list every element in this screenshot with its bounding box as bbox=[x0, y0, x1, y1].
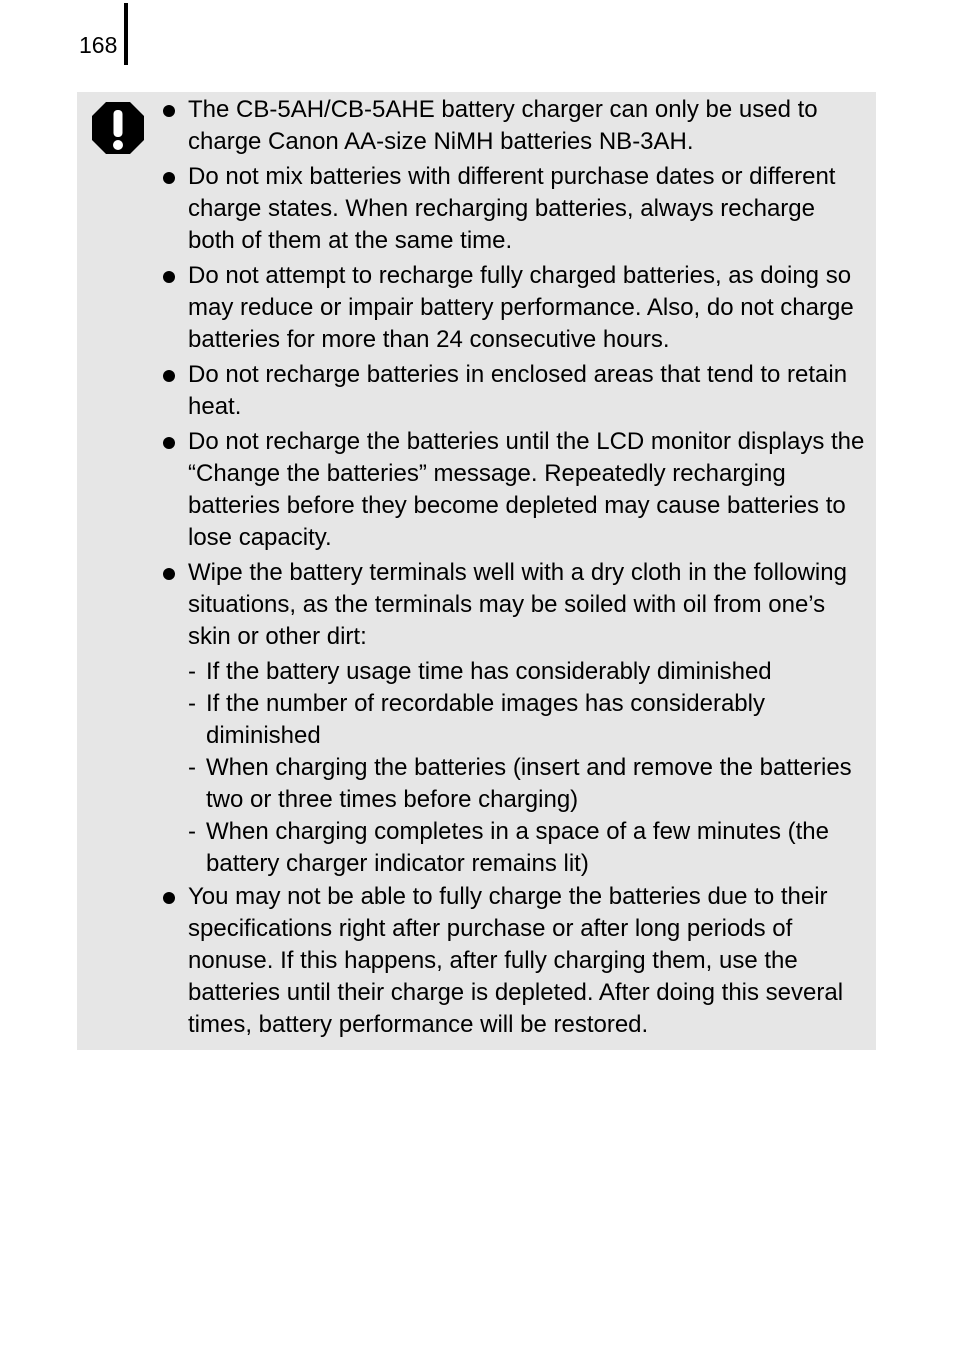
situation-item bbox=[188, 752, 866, 816]
page-number-rule bbox=[124, 3, 128, 65]
caution-item-text: You may not be able to fully charge the batteries due to their specifications right after purchase or after long periods of nonuse. If this happens, after fully charging them, use the batteries until their charge is depleted. After doing this several times, battery performance will be restored. bbox=[188, 883, 844, 1038]
bullet-icon bbox=[163, 271, 175, 283]
page-number: 168 bbox=[79, 32, 118, 58]
caution-item-text: Do not recharge the batteries until the LCD monitor displays the “Change the batteries” message. Repeatedly recharging batteries before they become depleted may cause batteries to lose capacity. bbox=[188, 428, 865, 551]
caution-item bbox=[77, 359, 876, 423]
caution-item bbox=[77, 161, 876, 257]
caution-item-text: Do not mix batteries with different purchase dates or different charge states. When recharging batteries, always recharge both of them at the same time. bbox=[188, 163, 836, 254]
situation-list bbox=[188, 656, 866, 880]
caution-item bbox=[77, 260, 876, 356]
dash-marker: - bbox=[188, 818, 196, 845]
dash-marker: - bbox=[188, 658, 196, 685]
caution-item bbox=[77, 94, 876, 158]
dash-marker: - bbox=[188, 754, 196, 781]
caution-box bbox=[77, 92, 876, 1050]
bullet-icon bbox=[163, 172, 175, 184]
caution-item bbox=[77, 881, 876, 1041]
caution-item-text: Wipe the battery terminals well with a dry cloth in the following situations, as the terminals may be soiled with oil from one’s skin or other dirt: bbox=[188, 559, 847, 650]
situation-item-text: If the number of recordable images has considerably diminished bbox=[206, 690, 765, 749]
situation-item-text: When charging completes in a space of a few minutes (the battery charger indicator remains lit) bbox=[206, 818, 829, 877]
bullet-icon bbox=[163, 437, 175, 449]
bullet-icon bbox=[163, 105, 175, 117]
caution-item bbox=[77, 426, 876, 554]
caution-item-text: Do not attempt to recharge fully charged batteries, as doing so may reduce or impair battery performance. Also, do not charge batteries for more than 24 consecutive hours. bbox=[188, 262, 854, 353]
situation-item bbox=[188, 656, 866, 688]
situation-item-text: If the battery usage time has considerably diminished bbox=[206, 658, 772, 685]
dash-marker: - bbox=[188, 690, 196, 717]
caution-item-text: The CB-5AH/CB-5AHE battery charger can only be used to charge Canon AA-size NiMH batteries NB-3AH. bbox=[188, 96, 818, 155]
caution-item-text: Do not recharge batteries in enclosed areas that tend to retain heat. bbox=[188, 361, 848, 420]
situation-item bbox=[188, 688, 866, 752]
bullet-icon bbox=[163, 568, 175, 580]
caution-item bbox=[77, 557, 876, 880]
caution-list bbox=[77, 94, 876, 1044]
situation-item bbox=[188, 816, 866, 880]
bullet-icon bbox=[163, 370, 175, 382]
bullet-icon bbox=[163, 892, 175, 904]
situation-item-text: When charging the batteries (insert and remove the batteries two or three times before charging) bbox=[206, 754, 852, 813]
